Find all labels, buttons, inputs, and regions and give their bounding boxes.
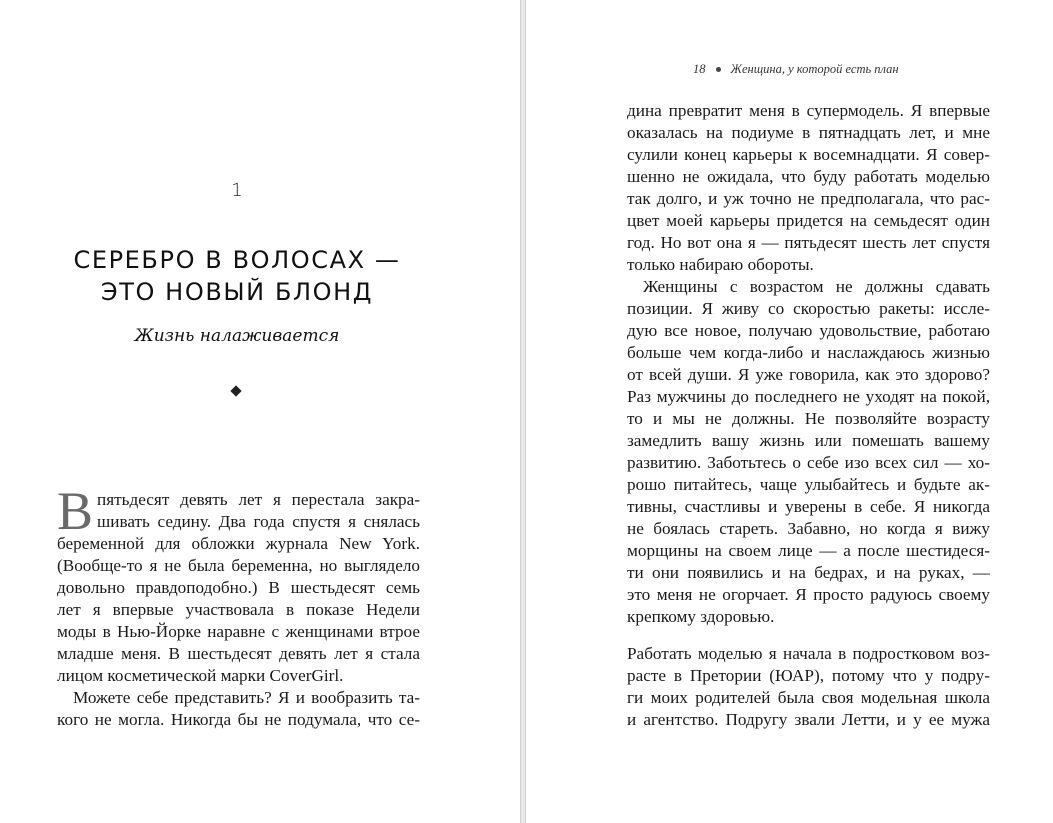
chapter-title-line: СЕРЕБРО В ВОЛОСАХ — <box>73 246 401 274</box>
text-line: дую все новое, получаю удовольствие, работаю <box>627 321 990 340</box>
right-body-text-section-2 <box>627 643 990 731</box>
text-line: больше чем когда-либо и наслаждаюсь жизнью <box>627 343 990 362</box>
text-line: замедлить вашу жизнь или помешать вашему <box>627 431 990 450</box>
text-line: оказалась на подиуме в пятнадцать лет, и мне <box>627 123 990 142</box>
text-line: пятьдесят девять лет я перестала закра- <box>97 490 420 509</box>
dropcap-letter: В <box>57 481 94 541</box>
text-line: это меня не огорчает. Я просто радуюсь своему <box>627 585 990 604</box>
page-number: 18 <box>693 62 706 76</box>
text-line: развитию. Заботьтесь о себе изо всех сил — хо- <box>627 453 990 472</box>
text-line: шенно не ожидала, что буду работать моделью <box>627 167 990 186</box>
text-line: год. Но вот она я — пятьдесят шесть лет спустя <box>627 233 990 252</box>
running-title: Женщина, у которой есть план <box>730 62 899 76</box>
chapter-title <box>0 244 474 308</box>
left-page <box>0 0 521 823</box>
text-line: морщины на своем лице — а после шестидеся- <box>627 541 990 560</box>
text-line: беременной для обложки журнала New York. <box>57 534 420 553</box>
text-line: кого не могла. Никогда бы не подумала, что се- <box>57 710 420 729</box>
text-line: довольно правдоподобно.) В шестьдесят семь <box>57 578 420 597</box>
text-line: от всей души. Я уже говорила, как это здорово? <box>627 365 990 384</box>
text-line: тивны, счастливы и уверены в себе. Я никогда <box>627 497 990 516</box>
text-line: младше меня. В шестьдесят девять лет я стала <box>57 644 420 663</box>
text-line: то и мы не должны. Не позволяйте возрасту <box>627 409 990 428</box>
text-line: расте в Претории (ЮАР), потому что у подру- <box>627 666 990 685</box>
diamond-ornament-icon <box>230 385 241 396</box>
right-body-text <box>627 100 990 628</box>
text-line: лет я впервые участвовала в показе Недели <box>57 600 420 619</box>
text-line: не боялась стареть. Забавно, но когда я вижу <box>627 519 990 538</box>
text-line: Можете себе представить? Я и вообразить та- <box>73 688 420 707</box>
text-line: лицом косметической марки CoverGirl. <box>57 666 344 685</box>
text-line: Женщины с возрастом не должны сдавать <box>643 277 990 296</box>
text-line: рошо питайтесь, чаще улыбайтесь и будьте ак- <box>627 475 990 494</box>
text-line: и агентство. Подругу звали Летти, и у ее мужа <box>627 710 990 729</box>
text-line: Работать моделью я начала в подростковом воз- <box>627 644 990 663</box>
text-line: дина превратит меня в супермодель. Я впервые <box>627 101 990 120</box>
chapter-title-line: ЭТО НОВЫЙ БЛОНД <box>100 278 374 306</box>
text-line: позиции. Я живу со скоростью ракеты: иссле- <box>627 299 990 318</box>
chapter-number: 1 <box>231 180 243 201</box>
text-line: только набираю обороты. <box>627 255 814 274</box>
text-line: цвет моей карьеры придется на семьдесят один <box>627 211 990 230</box>
text-line: крепкому здоровью. <box>627 607 775 626</box>
bullet-separator-icon <box>716 67 721 72</box>
text-line: моды в Нью-Йорке наравне с женщинами втрое <box>57 622 420 641</box>
text-line: ги моих родителей была своя модельная школа <box>627 688 990 707</box>
text-line: ти они появились и на бедрах, и на руках, — <box>627 563 990 582</box>
running-header <box>693 62 899 77</box>
left-body-text <box>57 481 420 731</box>
text-line: Раз мужчины до последнего не уходят на покой, <box>627 387 990 406</box>
chapter-subtitle: Жизнь налаживается <box>134 326 340 346</box>
text-line: (Вообще-то я не была беременна, но выглядело <box>57 556 420 575</box>
text-line: так долго, и уж точно не предполагала, что рас- <box>627 189 990 208</box>
text-line: шивать седину. Два года спустя я снялась <box>97 512 420 531</box>
text-line: сулили конец карьеры к восемнадцати. Я совер- <box>627 145 990 164</box>
